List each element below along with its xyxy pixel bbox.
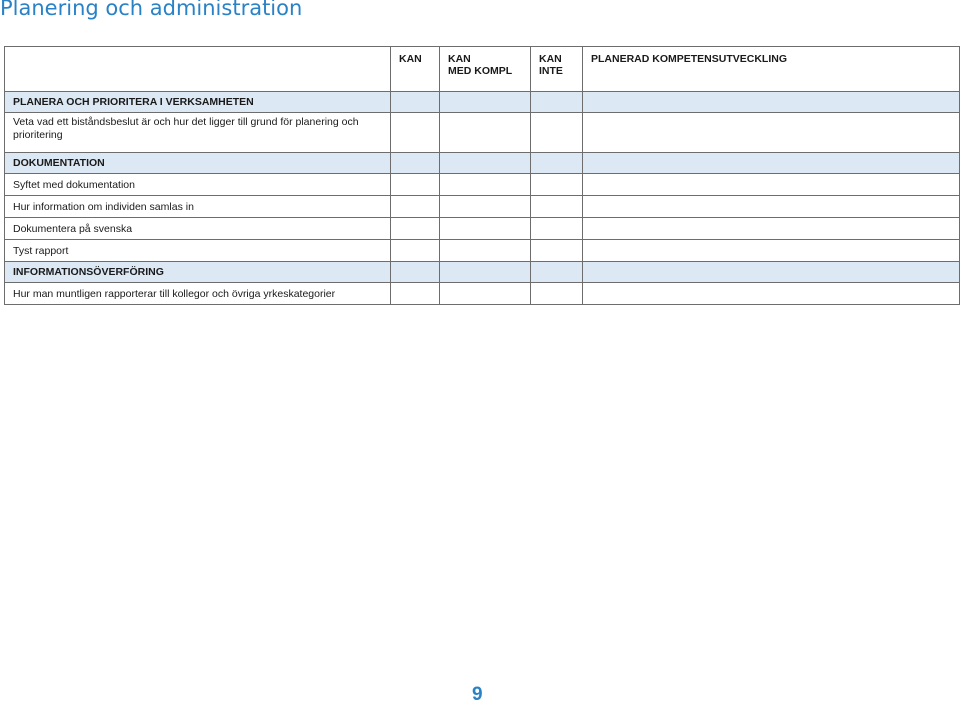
planerad-cell[interactable] bbox=[583, 218, 960, 240]
kan-med-kompl-cell[interactable] bbox=[440, 196, 531, 218]
page-title: Planering och administration bbox=[0, 0, 303, 20]
planerad-cell[interactable] bbox=[583, 174, 960, 196]
table-row bbox=[5, 113, 960, 153]
item-label: Hur information om individen samlas in bbox=[5, 196, 391, 218]
planerad-cell[interactable] bbox=[583, 153, 960, 174]
header-kan bbox=[391, 47, 440, 92]
kan-inte-cell[interactable] bbox=[531, 218, 583, 240]
header-kan-inte-line2: INTE bbox=[539, 65, 563, 77]
kan-cell[interactable] bbox=[391, 240, 440, 262]
table-row bbox=[5, 196, 960, 218]
header-planerad-label: PLANERAD KOMPETENSUTVECKLING bbox=[591, 53, 788, 65]
section-row bbox=[5, 153, 960, 174]
section-row bbox=[5, 262, 960, 283]
planerad-cell[interactable] bbox=[583, 113, 960, 153]
planerad-cell[interactable] bbox=[583, 240, 960, 262]
section-heading: INFORMATIONSÖVERFÖRING bbox=[5, 262, 391, 283]
kan-cell[interactable] bbox=[391, 218, 440, 240]
kan-cell[interactable] bbox=[391, 92, 440, 113]
planerad-cell[interactable] bbox=[583, 283, 960, 305]
planerad-cell[interactable] bbox=[583, 92, 960, 113]
kan-inte-cell[interactable] bbox=[531, 283, 583, 305]
kan-inte-cell[interactable] bbox=[531, 240, 583, 262]
kan-med-kompl-cell[interactable] bbox=[440, 283, 531, 305]
header-kan-med-kompl-line1: KAN bbox=[448, 53, 471, 65]
section-heading: PLANERA OCH PRIORITERA I VERKSAMHETEN bbox=[5, 92, 391, 113]
header-kan-inte bbox=[531, 47, 583, 92]
item-label: Hur man muntligen rapporterar till kollegor och övriga yrkeskategorier bbox=[5, 283, 391, 305]
header-kan-med-kompl-line2: MED KOMPL bbox=[448, 65, 513, 77]
kan-med-kompl-cell[interactable] bbox=[440, 92, 531, 113]
kan-med-kompl-cell[interactable] bbox=[440, 113, 531, 153]
kan-med-kompl-cell[interactable] bbox=[440, 240, 531, 262]
header-planerad bbox=[583, 47, 960, 92]
kan-cell[interactable] bbox=[391, 283, 440, 305]
kan-inte-cell[interactable] bbox=[531, 153, 583, 174]
table-row bbox=[5, 218, 960, 240]
kan-inte-cell[interactable] bbox=[531, 113, 583, 153]
kan-med-kompl-cell[interactable] bbox=[440, 174, 531, 196]
kan-cell[interactable] bbox=[391, 196, 440, 218]
header-kan-med-kompl bbox=[440, 47, 531, 92]
planerad-cell[interactable] bbox=[583, 196, 960, 218]
header-row bbox=[5, 47, 960, 92]
kan-cell[interactable] bbox=[391, 262, 440, 283]
section-heading: DOKUMENTATION bbox=[5, 153, 391, 174]
kan-inte-cell[interactable] bbox=[531, 92, 583, 113]
header-blank-cell bbox=[5, 47, 391, 92]
item-label: Veta vad ett biståndsbeslut är och hur det ligger till grund för planering och prioritering bbox=[5, 113, 391, 153]
kan-inte-cell[interactable] bbox=[531, 196, 583, 218]
competence-table bbox=[4, 46, 960, 305]
section-row bbox=[5, 92, 960, 113]
table-row bbox=[5, 174, 960, 196]
page-number: 9 bbox=[472, 684, 483, 705]
table-row bbox=[5, 240, 960, 262]
planerad-cell[interactable] bbox=[583, 262, 960, 283]
kan-med-kompl-cell[interactable] bbox=[440, 218, 531, 240]
item-label: Syftet med dokumentation bbox=[5, 174, 391, 196]
header-kan-label: KAN bbox=[399, 53, 422, 65]
header-kan-inte-line1: KAN bbox=[539, 53, 562, 65]
kan-med-kompl-cell[interactable] bbox=[440, 153, 531, 174]
kan-cell[interactable] bbox=[391, 113, 440, 153]
kan-inte-cell[interactable] bbox=[531, 174, 583, 196]
kan-med-kompl-cell[interactable] bbox=[440, 262, 531, 283]
item-label: Tyst rapport bbox=[5, 240, 391, 262]
kan-cell[interactable] bbox=[391, 174, 440, 196]
item-label: Dokumentera på svenska bbox=[5, 218, 391, 240]
kan-inte-cell[interactable] bbox=[531, 262, 583, 283]
kan-cell[interactable] bbox=[391, 153, 440, 174]
table-row bbox=[5, 283, 960, 305]
